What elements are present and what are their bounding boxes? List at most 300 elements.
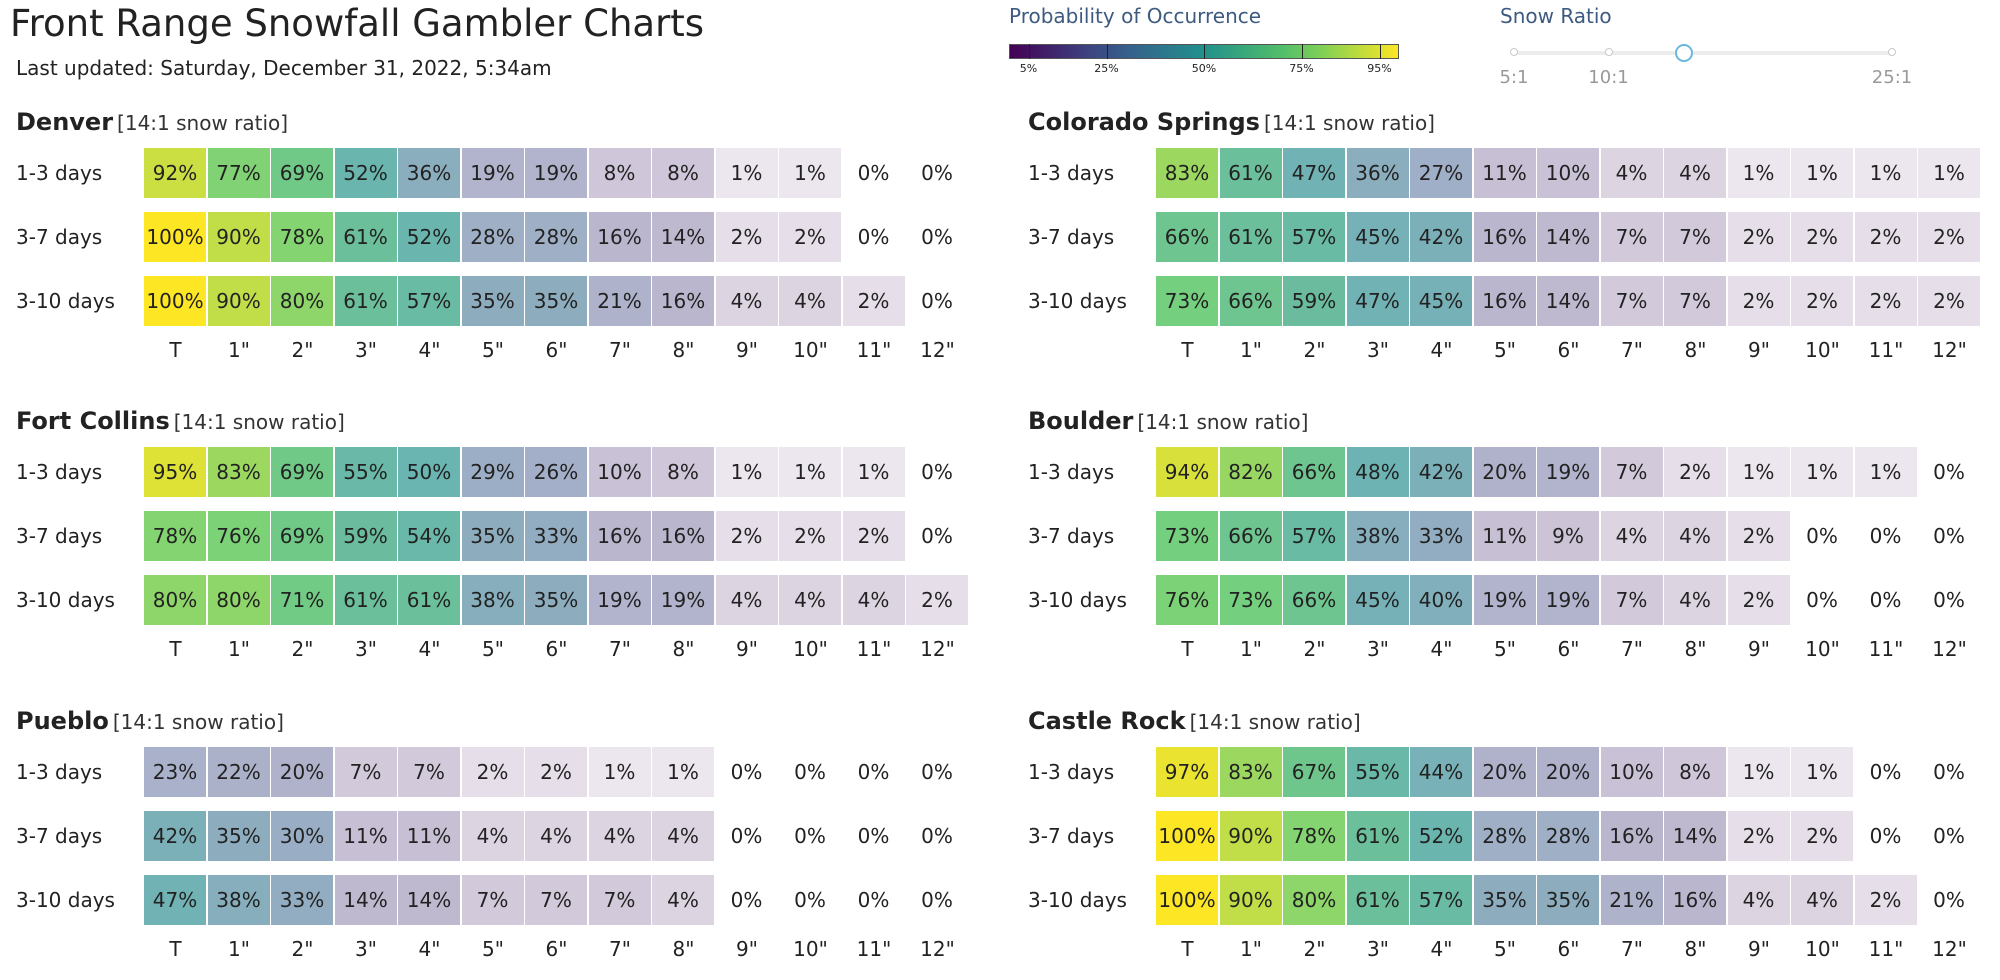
probability-cell: 7% — [1601, 575, 1663, 625]
probability-cell: 2% — [1791, 212, 1853, 262]
column-label: T — [1181, 637, 1194, 661]
probability-cell: 100% — [1156, 875, 1218, 925]
probability-cell: 14% — [1537, 276, 1599, 326]
column-label: 3" — [1367, 637, 1389, 661]
probability-cell: 1% — [843, 447, 905, 497]
row-label: 3-10 days — [1028, 888, 1127, 912]
probability-cell: 20% — [271, 747, 333, 797]
probability-cell: 0% — [921, 225, 953, 249]
probability-cell: 90% — [1220, 875, 1282, 925]
probability-cell: 14% — [652, 212, 714, 262]
probability-cell: 4% — [716, 276, 778, 326]
legend-tick — [1380, 44, 1381, 59]
probability-cell: 2% — [462, 747, 524, 797]
column-label: 7" — [1621, 937, 1643, 961]
probability-cell: 61% — [1220, 148, 1282, 198]
row-label: 3-10 days — [1028, 289, 1127, 313]
column-label: 8" — [672, 937, 695, 961]
column-label: 6" — [1557, 937, 1580, 961]
probability-cell: 95% — [144, 447, 206, 497]
column-label: 10" — [793, 637, 828, 661]
probability-cell: 26% — [525, 447, 587, 497]
column-label: 7" — [609, 637, 631, 661]
column-label: 2" — [291, 937, 314, 961]
probability-cell: 66% — [1283, 447, 1345, 497]
probability-cell: 0% — [1869, 524, 1902, 548]
probability-cell: 2% — [843, 276, 905, 326]
probability-cell: 1% — [716, 148, 778, 198]
city-snow-ratio: [14:1 snow ratio] — [1263, 111, 1435, 135]
probability-cell: 29% — [462, 447, 524, 497]
probability-cell: 4% — [779, 575, 841, 625]
probability-cell: 8% — [589, 148, 651, 198]
probability-cell: 4% — [1664, 575, 1726, 625]
city-name: Colorado Springs — [1028, 108, 1260, 136]
probability-cell: 0% — [794, 760, 826, 784]
gambler-chart-boulder — [1028, 407, 2000, 661]
probability-cell: 9% — [1537, 511, 1599, 561]
probability-cell: 16% — [1601, 811, 1663, 861]
probability-cell: 35% — [525, 276, 587, 326]
legend-tick-label: 50% — [1191, 62, 1217, 75]
probability-cell: 4% — [779, 276, 841, 326]
probability-cell: 42% — [144, 811, 206, 861]
column-label: 4" — [1430, 637, 1453, 661]
probability-cell: 19% — [652, 575, 714, 625]
column-label: 2" — [291, 338, 314, 362]
probability-cell: 42% — [1410, 212, 1472, 262]
column-label: 12" — [1932, 637, 1967, 661]
probability-cell: 14% — [398, 875, 460, 925]
probability-cell: 61% — [1347, 875, 1409, 925]
probability-cell: 0% — [1869, 824, 1902, 848]
probability-cell: 0% — [1933, 760, 1965, 784]
panel-header — [16, 707, 284, 735]
probability-cell: 52% — [1410, 811, 1472, 861]
probability-cell: 48% — [1347, 447, 1409, 497]
probability-cell: 2% — [1728, 511, 1790, 561]
probability-cell: 0% — [794, 888, 826, 912]
column-label: 9" — [736, 338, 758, 362]
column-label: 10" — [793, 338, 828, 362]
probability-cell: 57% — [398, 276, 460, 326]
probability-cell: 2% — [1728, 212, 1790, 262]
probability-cell: 1% — [1791, 148, 1853, 198]
probability-cell: 42% — [1410, 447, 1472, 497]
probability-cell: 0% — [921, 161, 953, 185]
probability-cell: 19% — [525, 148, 587, 198]
probability-cell: 73% — [1220, 575, 1282, 625]
probability-cell: 2% — [1728, 575, 1790, 625]
gambler-chart-colorado-springs — [1028, 108, 2000, 362]
column-label: 6" — [1557, 338, 1580, 362]
city-name: Boulder — [1028, 407, 1134, 435]
probability-cell: 36% — [398, 148, 460, 198]
probability-cell: 7% — [1664, 276, 1726, 326]
probability-cell: 100% — [144, 276, 206, 326]
probability-cell: 7% — [1601, 276, 1663, 326]
probability-cell: 0% — [857, 225, 890, 249]
snow-ratio-step[interactable] — [1510, 48, 1518, 56]
probability-cell: 78% — [1283, 811, 1345, 861]
probability-cell: 4% — [652, 811, 714, 861]
probability-cell: 82% — [1220, 447, 1282, 497]
probability-cell: 7% — [589, 875, 651, 925]
probability-cell: 2% — [1855, 276, 1917, 326]
probability-cell: 2% — [1918, 212, 1980, 262]
probability-cell: 67% — [1283, 747, 1345, 797]
probability-cell: 57% — [1283, 212, 1345, 262]
column-label: 1" — [228, 338, 250, 362]
column-label: T — [169, 937, 182, 961]
probability-cell: 61% — [1347, 811, 1409, 861]
probability-cell: 1% — [1728, 148, 1790, 198]
probability-cell: 27% — [1410, 148, 1472, 198]
column-label: 12" — [1932, 937, 1967, 961]
column-label: 11" — [1868, 637, 1904, 661]
probability-cell: 57% — [1283, 511, 1345, 561]
panel-header — [16, 407, 345, 435]
city-snow-ratio: [14:1 snow ratio] — [1137, 410, 1309, 434]
column-label: 4" — [418, 338, 441, 362]
probability-cell: 28% — [462, 212, 524, 262]
column-label: 3" — [1367, 937, 1389, 961]
probability-cell: 1% — [1791, 747, 1853, 797]
row-label: 1-3 days — [16, 760, 103, 784]
legend-tick-label: 5% — [1019, 62, 1038, 75]
probability-cell: 0% — [1869, 760, 1902, 784]
probability-cell: 78% — [271, 212, 333, 262]
column-label: 9" — [1748, 338, 1770, 362]
row-label: 3-7 days — [16, 225, 103, 249]
panel-header — [1028, 108, 1435, 136]
column-label: 3" — [355, 338, 377, 362]
probability-cell: 2% — [1728, 276, 1790, 326]
probability-cell: 73% — [1156, 511, 1218, 561]
column-label: 6" — [545, 937, 568, 961]
page-title: Front Range Snowfall Gambler Charts — [10, 2, 705, 45]
probability-cell: 90% — [1220, 811, 1282, 861]
probability-cell: 1% — [779, 148, 841, 198]
row-label: 3-7 days — [1028, 824, 1115, 848]
probability-cell: 33% — [1410, 511, 1472, 561]
probability-cell: 2% — [1855, 212, 1917, 262]
column-label: 2" — [1303, 637, 1326, 661]
probability-cell: 76% — [208, 511, 270, 561]
probability-cell: 0% — [730, 888, 763, 912]
snow-ratio-slider-thumb[interactable] — [1675, 44, 1693, 62]
gambler-chart-fort-collins — [16, 407, 996, 661]
probability-cell: 50% — [398, 447, 460, 497]
probability-cell: 22% — [208, 747, 270, 797]
probability-cell: 1% — [1728, 747, 1790, 797]
probability-cell: 4% — [1728, 875, 1790, 925]
probability-cell: 4% — [589, 811, 651, 861]
probability-cell: 78% — [144, 511, 206, 561]
probability-cell: 0% — [1933, 888, 1965, 912]
probability-cell: 55% — [1347, 747, 1409, 797]
probability-cell: 0% — [857, 161, 890, 185]
probability-cell: 83% — [1220, 747, 1282, 797]
probability-cell: 4% — [843, 575, 905, 625]
probability-cell: 11% — [335, 811, 397, 861]
probability-cell: 21% — [1601, 875, 1663, 925]
row-label: 3-10 days — [1028, 588, 1127, 612]
probability-cell: 59% — [1283, 276, 1345, 326]
column-label: 5" — [1494, 937, 1516, 961]
legend-tick-label: 25% — [1094, 62, 1119, 75]
probability-cell: 0% — [1806, 588, 1838, 612]
column-label: 7" — [1621, 637, 1643, 661]
probability-cell: 7% — [462, 875, 524, 925]
column-label: 2" — [1303, 937, 1326, 961]
probability-cell: 7% — [335, 747, 397, 797]
probability-cell: 92% — [144, 148, 206, 198]
probability-cell: 2% — [1855, 875, 1917, 925]
probability-cell: 61% — [335, 276, 397, 326]
probability-cell: 10% — [589, 447, 651, 497]
probability-cell: 66% — [1220, 511, 1282, 561]
probability-cell: 0% — [921, 524, 953, 548]
probability-cell: 4% — [716, 575, 778, 625]
probability-cell: 0% — [857, 760, 890, 784]
column-label: 10" — [1805, 937, 1840, 961]
probability-cell: 100% — [1156, 811, 1218, 861]
last-updated: Last updated: Saturday, December 31, 2022, 5:34am — [16, 56, 552, 80]
probability-cell: 1% — [589, 747, 651, 797]
probability-cell: 45% — [1347, 212, 1409, 262]
probability-cell: 14% — [335, 875, 397, 925]
probability-cell: 61% — [398, 575, 460, 625]
probability-cell: 16% — [1474, 212, 1536, 262]
probability-cell: 38% — [208, 875, 270, 925]
panel-header — [1028, 407, 1308, 435]
probability-cell: 1% — [1728, 447, 1790, 497]
probability-cell: 33% — [525, 511, 587, 561]
column-label: 12" — [920, 937, 955, 961]
legend-tick — [1107, 44, 1108, 59]
probability-cell: 2% — [779, 511, 841, 561]
probability-cell: 0% — [1933, 824, 1965, 848]
column-label: 10" — [1805, 637, 1840, 661]
probability-cell: 0% — [921, 824, 953, 848]
probability-cell: 0% — [1933, 460, 1965, 484]
column-label: T — [1181, 338, 1194, 362]
legend-tick-label: 95% — [1367, 62, 1392, 75]
probability-cell: 45% — [1410, 276, 1472, 326]
probability-cell: 4% — [462, 811, 524, 861]
snow-ratio-title: Snow Ratio — [1500, 4, 1612, 28]
probability-cell: 38% — [1347, 511, 1409, 561]
probability-cell: 55% — [335, 447, 397, 497]
column-label: 5" — [1494, 637, 1516, 661]
probability-cell: 80% — [208, 575, 270, 625]
probability-cell: 97% — [1156, 747, 1218, 797]
column-label: 5" — [482, 338, 504, 362]
probability-cell: 16% — [652, 276, 714, 326]
probability-cell: 19% — [1537, 447, 1599, 497]
column-label: 2" — [1303, 338, 1326, 362]
gambler-chart-pueblo — [16, 707, 996, 961]
probability-cell: 19% — [1537, 575, 1599, 625]
snow-ratio-step[interactable] — [1888, 48, 1896, 56]
probability-cell: 0% — [921, 289, 953, 313]
column-label: 11" — [856, 637, 892, 661]
probability-cell: 66% — [1220, 276, 1282, 326]
snow-ratio-control — [1499, 4, 1920, 88]
row-label: 3-10 days — [16, 888, 115, 912]
probability-cell: 57% — [1410, 875, 1472, 925]
probability-cell: 19% — [462, 148, 524, 198]
column-label: 4" — [1430, 937, 1453, 961]
column-label: 8" — [1684, 338, 1707, 362]
probability-cell: 2% — [716, 212, 778, 262]
column-label: 9" — [736, 637, 758, 661]
column-label: 6" — [1557, 637, 1580, 661]
probability-cell: 8% — [652, 447, 714, 497]
snow-ratio-label: 5:1 — [1499, 67, 1529, 88]
snow-ratio-step[interactable] — [1605, 48, 1613, 56]
probability-cell: 16% — [1474, 276, 1536, 326]
probability-cell: 80% — [144, 575, 206, 625]
probability-cell: 20% — [1537, 747, 1599, 797]
row-label: 3-7 days — [1028, 524, 1115, 548]
legend-tick — [1302, 44, 1303, 59]
column-label: 12" — [1932, 338, 1967, 362]
probability-cell: 14% — [1664, 811, 1726, 861]
probability-cell: 38% — [462, 575, 524, 625]
row-label: 3-10 days — [16, 588, 115, 612]
row-label: 3-7 days — [16, 524, 103, 548]
probability-cell: 54% — [398, 511, 460, 561]
probability-cell: 28% — [1474, 811, 1536, 861]
panel-header — [16, 108, 288, 136]
probability-cell: 0% — [921, 760, 953, 784]
column-label: 4" — [1430, 338, 1453, 362]
probability-cell: 35% — [462, 511, 524, 561]
probability-cell: 61% — [335, 575, 397, 625]
probability-cell: 83% — [208, 447, 270, 497]
column-label: 11" — [1868, 338, 1904, 362]
probability-cell: 44% — [1410, 747, 1472, 797]
gambler-chart-castle-rock — [1028, 707, 2000, 961]
probability-cell: 19% — [1474, 575, 1536, 625]
city-snow-ratio: [14:1 snow ratio] — [112, 710, 284, 734]
column-label: 6" — [545, 338, 568, 362]
probability-cell: 21% — [589, 276, 651, 326]
column-label: 3" — [1367, 338, 1389, 362]
probability-cell: 61% — [335, 212, 397, 262]
probability-cell: 4% — [1601, 511, 1663, 561]
probability-cell: 90% — [208, 212, 270, 262]
probability-cell: 2% — [1918, 276, 1980, 326]
legend-title: Probability of Occurrence — [1009, 4, 1262, 28]
snow-ratio-label: 25:1 — [1871, 67, 1913, 88]
probability-cell: 35% — [1474, 875, 1536, 925]
probability-cell: 10% — [1601, 747, 1663, 797]
column-label: 8" — [672, 637, 695, 661]
probability-cell: 0% — [857, 824, 890, 848]
column-label: 1" — [228, 937, 250, 961]
row-label: 1-3 days — [16, 460, 103, 484]
probability-cell: 1% — [779, 447, 841, 497]
probability-cell: 2% — [779, 212, 841, 262]
probability-cell: 7% — [525, 875, 587, 925]
probability-cell: 83% — [1156, 148, 1218, 198]
column-label: 7" — [609, 937, 631, 961]
probability-cell: 7% — [1664, 212, 1726, 262]
probability-cell: 66% — [1283, 575, 1345, 625]
probability-cell: 1% — [1855, 148, 1917, 198]
column-label: 5" — [1494, 338, 1516, 362]
probability-cell: 0% — [1933, 524, 1965, 548]
probability-cell: 40% — [1410, 575, 1472, 625]
probability-cell: 14% — [1537, 212, 1599, 262]
probability-cell: 4% — [1791, 875, 1853, 925]
probability-cell: 33% — [271, 875, 333, 925]
city-name: Pueblo — [16, 707, 109, 735]
probability-cell: 8% — [652, 148, 714, 198]
probability-cell: 10% — [1537, 148, 1599, 198]
probability-cell: 69% — [271, 148, 333, 198]
probability-cell: 2% — [1728, 811, 1790, 861]
column-label: 8" — [1684, 637, 1707, 661]
probability-cell: 80% — [271, 276, 333, 326]
probability-cell: 59% — [335, 511, 397, 561]
city-name: Denver — [16, 108, 114, 136]
probability-cell: 4% — [525, 811, 587, 861]
probability-cell: 0% — [1806, 524, 1838, 548]
probability-cell: 20% — [1474, 747, 1536, 797]
column-label: 6" — [545, 637, 568, 661]
column-label: 12" — [920, 637, 955, 661]
column-label: 3" — [355, 937, 377, 961]
column-label: 1" — [1240, 937, 1262, 961]
probability-cell: 61% — [1220, 212, 1282, 262]
probability-cell: 2% — [1791, 811, 1853, 861]
column-label: 3" — [355, 637, 377, 661]
column-label: 11" — [856, 937, 892, 961]
probability-cell: 73% — [1156, 276, 1218, 326]
snow-ratio-slider-track[interactable] — [1514, 51, 1892, 55]
city-snow-ratio: [14:1 snow ratio] — [117, 111, 289, 135]
probability-cell: 69% — [271, 447, 333, 497]
row-label: 1-3 days — [1028, 161, 1115, 185]
column-label: 12" — [920, 338, 955, 362]
probability-cell: 2% — [906, 575, 968, 625]
probability-cell: 47% — [144, 875, 206, 925]
probability-cell: 16% — [589, 212, 651, 262]
probability-cell: 4% — [1664, 511, 1726, 561]
probability-cell: 16% — [652, 511, 714, 561]
probability-cell: 66% — [1156, 212, 1218, 262]
column-label: 5" — [482, 637, 504, 661]
probability-cell: 47% — [1283, 148, 1345, 198]
probability-cell: 23% — [144, 747, 206, 797]
probability-cell: 28% — [1537, 811, 1599, 861]
panel-header — [1028, 707, 1361, 735]
probability-cell: 35% — [525, 575, 587, 625]
column-label: T — [169, 637, 182, 661]
row-label: 1-3 days — [16, 161, 103, 185]
probability-cell: 30% — [271, 811, 333, 861]
column-label: 11" — [856, 338, 892, 362]
column-label: 8" — [672, 338, 695, 362]
column-label: 5" — [482, 937, 504, 961]
probability-cell: 100% — [144, 212, 206, 262]
probability-cell: 16% — [1664, 875, 1726, 925]
probability-cell: 1% — [716, 447, 778, 497]
